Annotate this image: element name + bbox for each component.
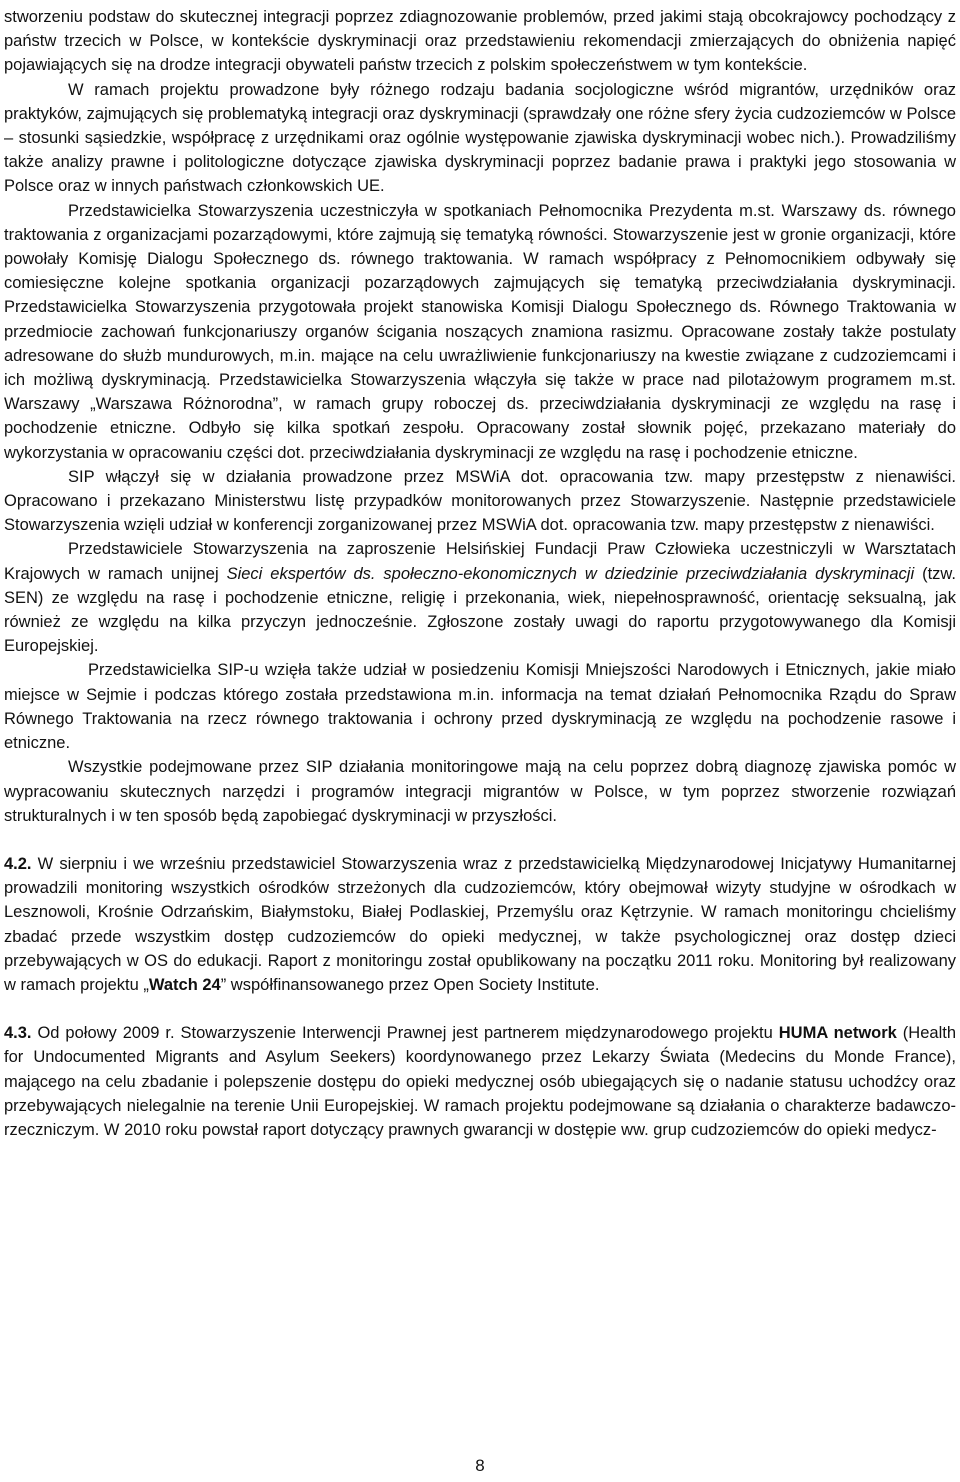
section-4-3 <box>4 1021 956 1142</box>
project-name-bold: HUMA network <box>778 1024 897 1043</box>
page-number: 8 <box>475 1456 485 1475</box>
paragraph-monitoring-summary: Wszystkie podejmowane przez SIP działania monitoringowe mają na celu poprzez dobrą diagnozę zjawiska pomóc w wypracowaniu skutecznych narzędzi i programów integracji migrantów w Polsce, w tym poprzez stworzenie rozwiązań strukturalnych i w ten sposób będą zapobiegać dyskryminacji w przyszłości. <box>4 758 956 825</box>
paragraph-plenipotentiary-meetings: Przedstawicielka Stowarzyszenia uczestniczyła w spotkaniach Pełnomocnika Prezydenta m.st. Warszawy ds. równego traktowania z organizacjami pozarządowymi, które zajmują się tematyką równości. Stowarzyszenie jest w gronie organizacji, które powołały Komisję Dialogu Społecznego ds. równego traktowania. W ramach współpracy z Pełnomocnikiem odbywały się comiesięczne kolejne spotkania organizacji pozarządowych zajmujących się tematyką przeciwdziałania dyskryminacji. Przedstawicielka Stowarzyszenia przygotowała projekt stanowiska Komisji Dialogu Społecznego ds. Równego Traktowania w przedmiocie zachowań funkcjonariuszy organów ścigania noszących znamiona rasizmu. Opracowane zostały także postulaty adresowane do służb mundurowych, m.in. mające na celu uwrażliwienie funkcjonariuszy na kwestie związane z cudzoziemcami i ich możliwą dyskryminacją. Przedstawicielka Stowarzyszenia włączyła się także w prace nad pilotażowym programem m.st. Warszawy „Warszawa Różnorodna”, w ramach grupy roboczej ds. przeciwdziałania dyskryminacji ze względu na rasę i pochodzenie etniczne. Odbyło się kilka spotkań zespołu. Opracowany został słownik pojęć, przekazano materiały do wykorzystania w opracowaniu części dot. przeciwdziałania dyskryminacji ze względu na rasę i pochodzenie etniczne. <box>4 201 956 462</box>
project-name-bold: Watch 24 <box>148 975 221 994</box>
section-4-2 <box>4 852 956 997</box>
section-text: ” współfinansowanego przez Open Society Institute. <box>220 975 600 994</box>
paragraph-hate-crime-map: SIP włączył się w działania prowadzone przez MSWiA dot. opracowania tzw. mapy przestępstw z nienawiści. Opracowano i przekazano Ministerstwu listę przypadków monitorowanych przez Stowarzyszenie. Następnie przedstawiciele Stowarzyszenia wzięli udział w konferencji zorganizowanej przez MSWiA dot. opracowania tzw. mapy przestępstw z nienawiści. <box>4 467 956 535</box>
section-text: Od połowy 2009 r. Stowarzyszenie Interwencji Prawnej jest partnerem międzynarodowego projektu <box>31 1024 779 1043</box>
paragraph-minorities-commission: Przedstawicielka SIP-u wzięła także udział w posiedzeniu Komisji Mniejszości Narodowych i Etnicznych, jakie miało miejsce w Sejmie i podczas którego została przedstawiona m.in. informacja na temat działań Pełnomocnika Rządu do Spraw Równego Traktowania na rzecz równego traktowania i ochrony przed dyskryminacją ze względu na pochodzenie rasowe i etniczne. <box>4 661 956 753</box>
paragraph-project-research: W ramach projektu prowadzone były różnego rodzaju badania socjologiczne wśród migrantów, urzędników oraz praktyków, zajmujących się problematyką integracji oraz dyskryminacji (sprawdzały one różne sfery życia cudzoziemców w Polsce – stosunki sąsiedzkie, współpracę z urzędnikami oraz ogólnie występowanie zjawiska dyskryminacji wobec nich.). Prowadziliśmy także analizy prawne i politologiczne dotyczące zjawiska dyskryminacji poprzez badanie prawa i praktyki jego stosowania w Polsce oraz w innych państwach członkowskich UE. <box>4 80 956 196</box>
paragraph-project-intro: stworzeniu podstaw do skutecznej integracji poprzez zdiagnozowanie problemów, przed jakimi stają obcokrajowcy pochodzący z państw trzecich w Polsce, w kontekście dyskryminacji oraz przedstawieniu rekomendacji zmierzających do obniżenia napięć pojawiających się na drodze integracji obywateli państw trzecich z polskim społeczeństwem w tym kontekście. <box>4 8 956 75</box>
paragraph-text: (tzw. SEN) ze względu na rasę i pochodzenie etniczne, religię i przekonania, wiek, niepełnosprawność, orientację seksualną, jak również ze względu na kilka przyczyn jednocześnie. Zgłoszone zostały uwagi do raportu przygotowywanego dla Komisji Europejskiej. <box>4 564 956 656</box>
section-text: W sierpniu i we wrześniu przedstawiciel Stowarzyszenia wraz z przedstawicielką Międzynarodowej Inicjatywy Humanitarnej prowadzili monitoring wszystkich ośrodków strzeżonych dla cudzoziemców, który obejmował wizyty studyjne w ośrodkach w Lesznowoli, Krośnie Odrzańskim, Białymstoku, Białej Podlaskiej, Przemyślu oraz Kętrzynie. W ramach monitoringu chcieliśmy zbadać przede wszystkim dostęp cudzoziemców do opieki medycznej, w także psychologicznej oraz dostęp dzieci przebywających w OS do edukacji. Raport z monitoringu został opublikowany na początku 2011 roku. Monitoring był realizowany w ramach projektu „ <box>4 854 956 994</box>
section-number: 4.2. <box>4 854 32 873</box>
section-text: (Health for Undocumented Migrants and Asylum Seekers) koordynowanego przez Lekarzy Świata (Medecins du Monde France), mającego na celu zbadanie i polepszenie dostępu do opieki medycznej osób ubiegających się o nadanie statusu uchodźcy oraz przebywających nielegalnie na terenie Unii Europejskiej. W ramach projektu podejmowane są działania o charakterze badawczo-rzeczniczym. W 2010 roku powstał raport dotyczący prawnych gwarancji w dostępie ww. grup cudzoziemców do opieki medycz- <box>4 1024 956 1139</box>
network-name-italic: Sieci ekspertów ds. społeczno-ekonomicznych w dziedzinie przeciwdziałania dyskryminacji <box>226 564 915 583</box>
section-number: 4.3. <box>4 1024 32 1043</box>
paragraph-helsinki-workshops <box>4 537 956 658</box>
paragraph-text: Przedstawiciele Stowarzyszenia na zaproszenie Helsińskiej Fundacji Praw Człowieka uczestniczyli w Warsztatach Krajowych w ramach unijnej <box>4 540 956 583</box>
